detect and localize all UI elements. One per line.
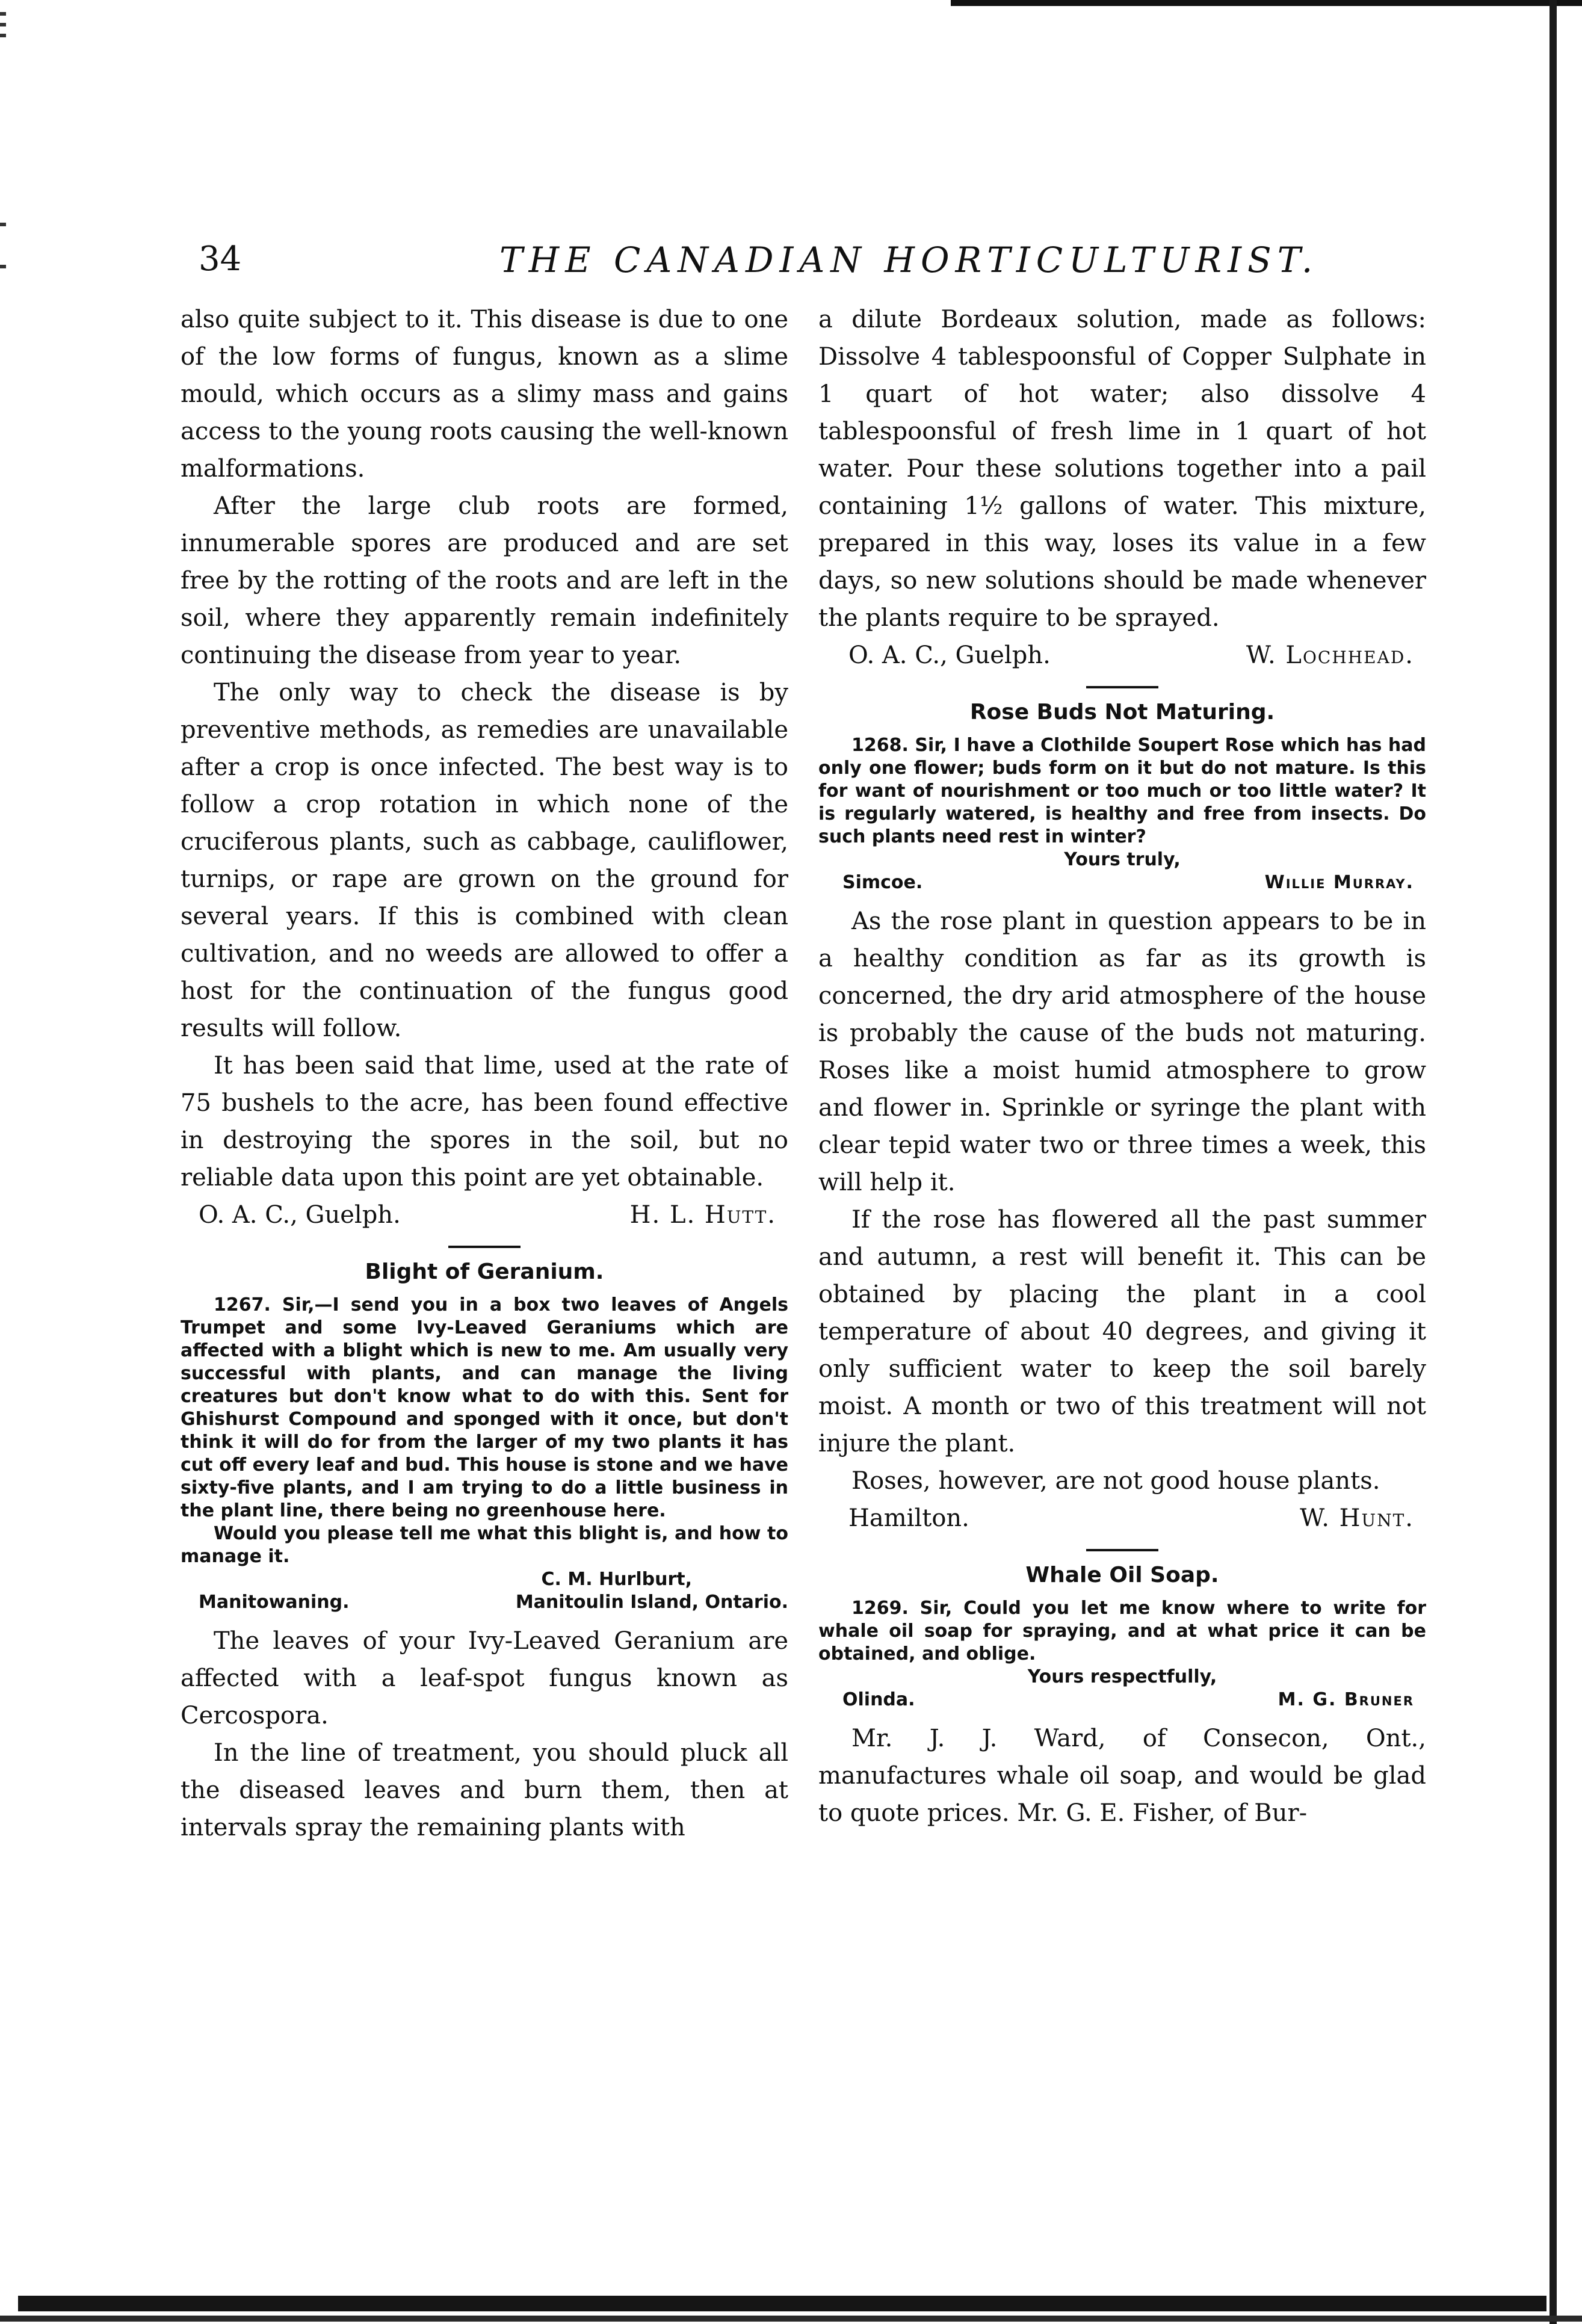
section-heading: Whale Oil Soap.: [1025, 1563, 1219, 1587]
signature-place: Olinda.: [842, 1689, 915, 1710]
signature-name: W. Hunt.: [1300, 1504, 1414, 1532]
paragraph: Roses, however, are not good house plants.: [851, 1467, 1380, 1495]
paragraph: also quite subject to it. This disease is due to one of the low forms of fungus, known as a slime mould, which occurs as a slimy mass and gains access to the young roots causing the well-known malformations.: [181, 306, 788, 483]
journal-title: THE CANADIAN HORTICULTURIST.: [499, 240, 1319, 280]
letter-closing: Yours respectfully,: [1027, 1666, 1217, 1687]
reader-letter: 1269. Sir, Could you let me know where to write for whale oil soap for spraying, and at what price it can be obtained, and oblige.: [818, 1598, 1426, 1664]
signature-line: [818, 637, 1426, 674]
paragraph: a dilute Bordeaux solution, made as follows: Dissolve 4 tablespoonsful of Copper Sulphate in 1 quart of hot water; also dissolve 4 tablespoonsful of fresh lime in 1 quart of hot water. Pour these solutions together into a pail containing 1½ gallons of water. This mixture, prepared in this way, loses its value in a few days, so new solutions should be made whenever the plants require to be sprayed.: [818, 306, 1426, 632]
signature-line: [818, 1500, 1426, 1537]
page-edge-shadow: [1550, 0, 1557, 2324]
signature-place: Hamilton.: [848, 1504, 969, 1532]
letter-closing: Yours truly,: [1064, 849, 1181, 870]
paragraph: In the line of treatment, you should pluck all the diseased leaves and burn them, then at intervals spray the remaining plants with: [181, 1739, 788, 1841]
right-column: [818, 301, 1426, 2275]
paragraph: The leaves of your Ivy-Leaved Geranium are affected with a leaf-spot fungus known as Cercospora.: [181, 1627, 788, 1729]
paragraph: If the rose has flowered all the past summer and autumn, a rest will benefit it. This can be obtained by placing the plant in a cool temperature of about 40 degrees, and giving it only sufficient water to keep the soil barely moist. A month or two of this treatment will not injure the plant.: [818, 1206, 1426, 1457]
signature-name: H. L. Hutt.: [629, 1201, 776, 1229]
section-heading: Rose Buds Not Maturing.: [969, 700, 1275, 725]
signature-place: Simcoe.: [842, 872, 923, 893]
signature-line: [181, 1196, 788, 1234]
signature-name: C. M. Hurlburt,: [541, 1569, 692, 1590]
paragraph: As the rose plant in question appears to be in a healthy condition as far as its growth is concerned, the dry arid atmosphere of the house is probably the cause of the buds not maturing. Roses like a moist humid atmosphere to grow and flower in. Sprinkle or syringe the plant with clear tepid water two or three times a week, this will help it.: [818, 907, 1426, 1196]
paragraph: After the large club roots are formed, innumerable spores are produced and are set free by the rotting of the roots and are left in the soil, where they apparently remain indefinitely continuing the disease from year to year.: [181, 492, 788, 669]
signature-name: W. Lochhead.: [1246, 641, 1414, 669]
section-heading: Blight of Geranium.: [365, 1259, 604, 1284]
reader-letter: 1267. Sir,—I send you in a box two leaves of Angels Trumpet and some Ivy-Leaved Geraniums which are affected with a blight which is new to me. Am usually very successful with plants, and can manage the living creatures but don't know what to do with this. Sent for Ghishurst Compound and sponged with it once, but don't think it will do for from the larger of my two plants it has cut off every leaf and bud. This house is stone and we have sixty-five plants, and I am trying to do a little business in the plant line, there being no greenhouse here.: [181, 1294, 788, 1521]
bottom-edge-rule: [18, 2296, 1546, 2311]
section-divider: [1086, 686, 1158, 688]
signature-place: Manitowaning.: [199, 1592, 350, 1613]
page-number: 34: [199, 240, 242, 279]
signature-name: Willie Murray.: [1264, 872, 1414, 893]
letter-signature: [818, 871, 1426, 894]
reader-letter: 1268. Sir, I have a Clothilde Soupert Rose which has had only one flower; buds form on it but do not mature. Is this for want of nourishment or too much or too little water? It is regularly watered, is healthy and free from insects. Do such plants need rest in winter?: [818, 735, 1426, 847]
bottom-edge-shadow: [0, 2316, 1582, 2322]
paragraph: The only way to check the disease is by preventive methods, as remedies are unavailable after a crop is once infected. The best way is to follow a crop rotation in which none of the cruciferous plants, such as cabbage, cauliflower, turnips, or rape are grown on the ground for several years. If this is combined with clean cultivation, and no weeds are allowed to offer a host for the continuation of the fungus good results will follow.: [181, 679, 788, 1042]
letter-signature: [181, 1591, 788, 1614]
top-edge-rule: [951, 0, 1582, 6]
section-divider: [1086, 1549, 1158, 1551]
signature-place: O. A. C., Guelph.: [199, 1201, 401, 1229]
section-divider: [448, 1246, 521, 1248]
signature-place: Manitoulin Island, Ontario.: [515, 1592, 788, 1613]
signature-name: M. G. Bruner: [1278, 1689, 1414, 1710]
paragraph: It has been said that lime, used at the rate of 75 bushels to the acre, has been found effective in destroying the spores in the soil, but no reliable data upon this point are yet obtainable.: [181, 1052, 788, 1191]
letter-signature: [818, 1689, 1426, 1711]
reader-letter: Would you please tell me what this blight is, and how to manage it.: [181, 1523, 788, 1567]
paragraph: Mr. J. J. Ward, of Consecon, Ont., manufactures whale oil soap, and would be glad to quote prices. Mr. G. E. Fisher, of Bur-: [818, 1725, 1426, 1827]
signature-place: O. A. C., Guelph.: [848, 641, 1051, 669]
left-column: [181, 301, 788, 2275]
letter-signature: [181, 1568, 788, 1591]
running-head: [199, 240, 1319, 288]
